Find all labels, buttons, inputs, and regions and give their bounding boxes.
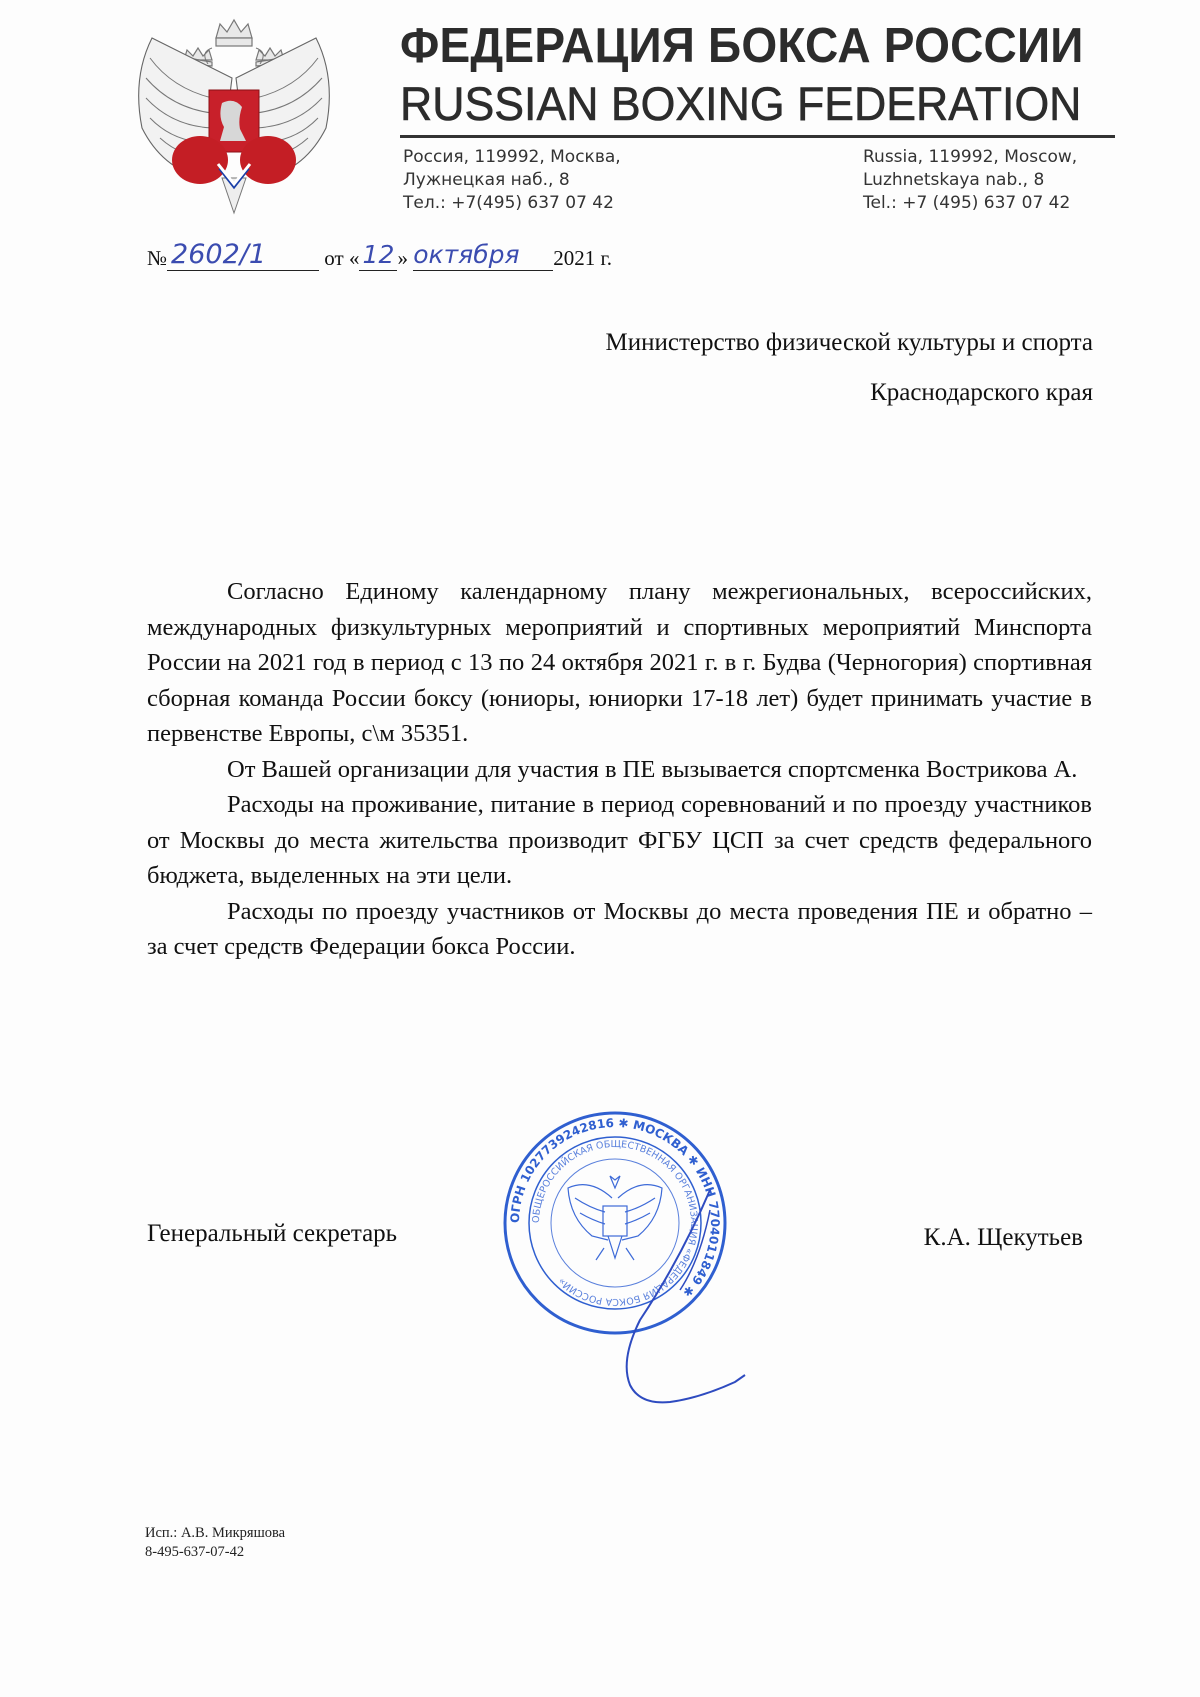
org-name-ru: ФЕДЕРАЦИЯ БОКСА РОССИИ	[400, 19, 1084, 73]
recipient-line2: Краснодарского края	[870, 379, 1093, 406]
stamp-outer-text: ОГРН 1027739242816 ✱ МОСКВА ✱ ИНН 7704011849 ✱	[507, 1115, 723, 1300]
signatory-name: К.А. Щекутьев	[923, 1224, 1083, 1251]
body-paragraph: Расходы на проживание, питание в период соревнований и по проезду участников от Москвы до места жительства производит ФГБУ ЦСП за счет средств федерального бюджета, выделенных на эти цели.	[147, 791, 1092, 889]
address-ru-line1: Россия, 119992, Москва,	[403, 147, 621, 167]
address-en-line2: Luzhnetskaya nab., 8	[863, 170, 1045, 190]
letter-body	[147, 574, 1092, 965]
body-paragraph: Расходы по проезду участников от Москвы до места проведения ПЕ и обратно – за счет средств Федерации бокса России.	[147, 897, 1092, 960]
signatory-title: Генеральный секретарь	[147, 1220, 398, 1247]
reference-line	[147, 240, 612, 280]
letter-month: октября	[413, 240, 553, 271]
org-name-en: RUSSIAN BOXING FEDERATION	[400, 77, 1082, 130]
header-divider	[400, 135, 1115, 138]
address-ru-line2: Лужнецкая наб., 8	[403, 170, 570, 190]
body-paragraph: Согласно Единому календарному плану межрегиональных, всероссийских, международных физкультурных мероприятий и спортивных мероприятий Минспорта России на 2021 год в период с 13 по 24 октября 2021 г. в г. Будва (Черногория) спортивная сборная команда России боксу (юниоры, юниорки 17-18 лет) будет принимать участие в первенстве Европы, с\м 35351.	[147, 578, 1092, 747]
federation-emblem-icon	[112, 18, 357, 218]
stamp-inner-text: ОБЩЕРОССИЙСКАЯ ОБЩЕСТВЕННАЯ ОРГАНИЗАЦИЯ «ФЕДЕРАЦИЯ БОКСА РОССИИ»	[530, 1138, 700, 1308]
recipient-block	[606, 318, 1093, 418]
letter-day: 12	[359, 240, 397, 271]
address-en-line1: Russia, 119992, Moscow,	[863, 147, 1078, 167]
recipient-line1: Министерство физической культуры и спорта	[605, 329, 1093, 356]
executor-name: Исп.: А.В. Микряшова	[145, 1525, 286, 1541]
address-en-line3: Tel.: +7 (495) 637 07 42	[863, 193, 1071, 213]
address-ru	[403, 146, 621, 215]
address-ru-line3: Тел.: +7(495) 637 07 42	[403, 193, 614, 213]
executor-phone: 8-495-637-07-42	[145, 1544, 245, 1560]
handwritten-signature-icon	[560, 1170, 770, 1410]
date-from-label: от «	[324, 246, 360, 270]
date-day-close: »	[397, 246, 408, 270]
body-paragraph: От Вашей организации для участия в ПЕ вызывается спортсменка Вострикова А.	[227, 755, 1078, 783]
letter-year: 2021 г.	[553, 246, 612, 270]
executor-info	[145, 1524, 285, 1562]
address-en	[863, 146, 1077, 215]
number-prefix: №	[147, 246, 168, 270]
org-title	[400, 19, 1127, 130]
letter-number: 2602/1	[167, 240, 319, 271]
